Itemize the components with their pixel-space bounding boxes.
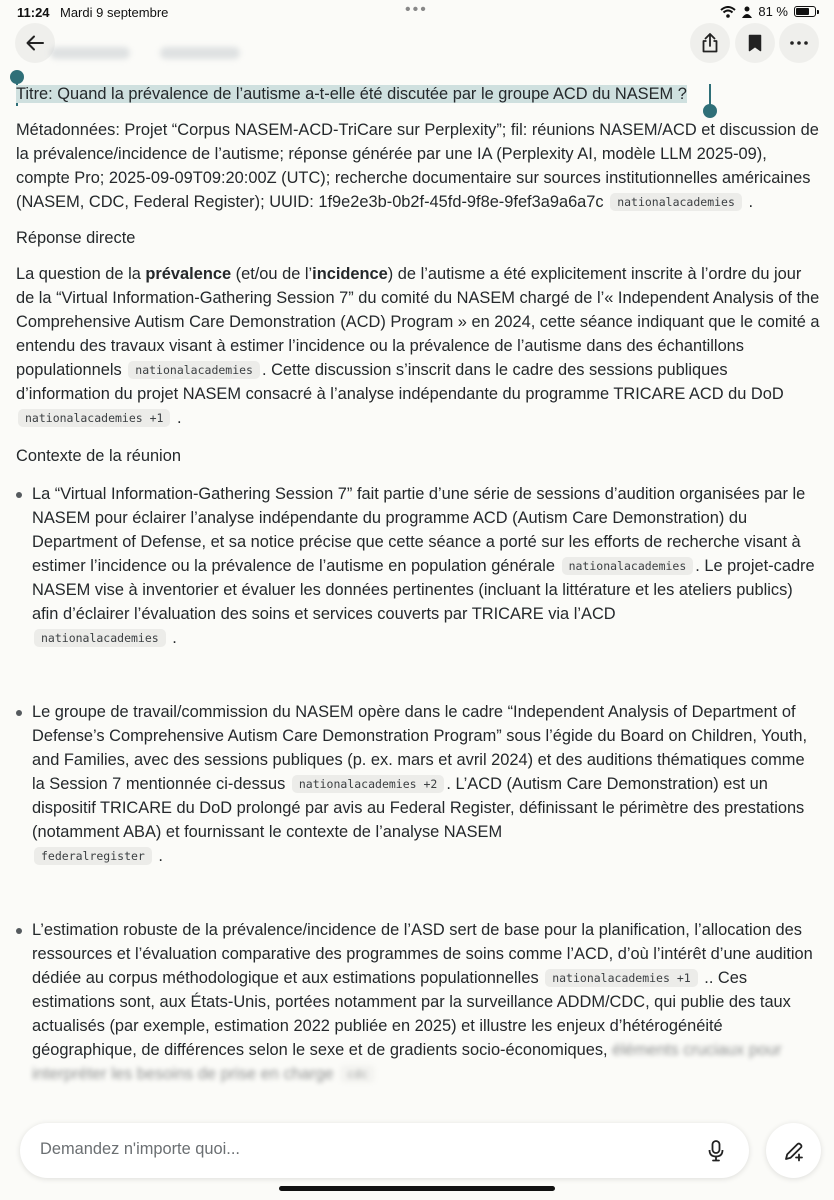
citation-chip[interactable]: nationalacademies +2 bbox=[292, 775, 444, 793]
citation-chip[interactable]: nationalacademies +1 bbox=[18, 409, 170, 427]
microphone-button[interactable] bbox=[701, 1136, 731, 1166]
citation-chip[interactable]: federalregister bbox=[34, 847, 152, 865]
faded-text: éléments cruciaux pour interpréter les besoins de prise en charge cdc bbox=[32, 1041, 782, 1083]
compose-button[interactable] bbox=[766, 1123, 821, 1178]
battery-percent: 81 % bbox=[758, 4, 788, 19]
answer-content bbox=[16, 82, 820, 1086]
multitask-dots-icon[interactable]: ••• bbox=[405, 1, 428, 18]
metadata-text: Métadonnées: Projet “Corpus NASEM-ACD-TriCare sur Perplexity”; fil: réunions NASEM/ACD et discussion de la prévalence/incidence de l’autisme; réponse générée par une IA (Perplexity AI, modèle LLM 2025-09), compte Pro; 2025-09-09T09:20:00Z (UTC); recherche documentaire sur sources institutionnelles américaines (NASEM, CDC, Federal Register); UUID: 1f9e2e3b-0b2f-45fd-9f8e-9fef3a9a6a7c bbox=[16, 121, 819, 211]
selected-title-text[interactable]: Titre: Quand la prévalence de l’autisme a-t-elle été discutée par le groupe ACD du NASEM ? bbox=[16, 85, 687, 103]
share-button[interactable] bbox=[690, 23, 730, 63]
citation-chip[interactable]: nationalacademies +1 bbox=[545, 969, 697, 987]
more-button[interactable] bbox=[779, 23, 819, 63]
direct-answer-paragraph: La question de la prévalence (et/ou de l’incidence) de l’autisme a été explicitement inscrite à l’ordre du jour de la “Virtual Information-Gathering Session 7” du comité du NASEM chargé de l’« Independent Analysis of the Comprehensive Autism Care Demonstration (ACD) Program » en 2024, cette séance indiquant que le comité a entendu des travaux visant à estimer l’incidence ou la prévalence de l’autisme dans des échantillons populationnels nationalacademies . Cette discussion s’inscrit dans le cadre des sessions publiques d’information du projet NASEM consacré à l’analyse indépendante du programme TRICARE ACD du DoD nationalacademies +1 . bbox=[16, 265, 820, 427]
citation-chip[interactable]: cdc bbox=[340, 1065, 375, 1083]
ellipsis-icon bbox=[790, 41, 808, 45]
citation-chip[interactable]: nationalacademies bbox=[562, 557, 694, 575]
list-item: L’estimation robuste de la prévalence/incidence de l’ASD sert de base pour la planification, l’allocation des ressources et l’évaluation comparative des programmes de soins comme l’ACD, d’où l’intérêt d’une audition dédiée au corpus méthodologique et aux estimations populationnelles nationalacademies +1 .. Ces estimations sont, aux États-Unis, portées notamment par la surveillance ADDM/CDC, qui publie des taux actualisés (par exemple, estimation 2022 publiée en 2025) et illustre les enjeux d’hétérogénéité géographique, de différences selon le sexe et de gradients socio-économiques, éléments cruciaux pour interpréter les besoins de prise en charge cdc bbox=[16, 918, 820, 1086]
citation-chip[interactable]: nationalacademies bbox=[34, 629, 166, 647]
status-time: 11:24 bbox=[17, 5, 50, 20]
battery-icon bbox=[794, 6, 816, 17]
wifi-icon bbox=[720, 6, 736, 18]
metadata-paragraph: Métadonnées: Projet “Corpus NASEM-ACD-TriCare sur Perplexity”; fil: réunions NASEM/ACD et discussion de la prévalence/incidence de l’autisme; réponse générée par une IA (Perplexity AI, modèle LLM 2025-09), compte Pro; 2025-09-09T09:20:00Z (UTC); recherche documentaire sur sources institutionnelles américaines (NASEM, CDC, Federal Register); UUID: 1f9e2e3b-0b2f-45fd-9f8e-9fef3a9a6a7c nationalacademies . bbox=[16, 121, 819, 211]
bookmark-button[interactable] bbox=[735, 23, 775, 63]
list-item: La “Virtual Information-Gathering Session 7” fait partie d’une série de sessions d’audition organisées par le NASEM pour éclairer l’analyse indépendante du programme ACD (Autism Care Demonstration) du Department of Defense, et sa notice précise que cette séance a porté sur les efforts de recherche visant à estimer l’incidence ou la prévalence de l’autisme en population générale nationalacademies . Le projet-cadre NASEM vise à inventorier et évaluer les données pertinentes (incluant la littérature et les ateliers publics) afin d’éclairer l’évaluation des soins et services couverts par TRICARE via l’ACD nationalacademies . bbox=[16, 482, 820, 650]
context-heading: Contexte de la réunion bbox=[16, 447, 181, 465]
status-date: Mardi 9 septembre bbox=[60, 5, 169, 20]
bookmark-icon bbox=[748, 34, 762, 52]
page-title[interactable] bbox=[16, 82, 820, 106]
citation-chip[interactable]: nationalacademies bbox=[128, 361, 260, 379]
person-icon bbox=[742, 6, 752, 18]
ask-input[interactable] bbox=[38, 1139, 642, 1160]
context-list bbox=[16, 482, 820, 1086]
home-indicator[interactable] bbox=[279, 1186, 555, 1191]
direct-answer-heading: Réponse directe bbox=[16, 229, 136, 247]
blurred-breadcrumb bbox=[50, 47, 240, 63]
citation-chip[interactable]: nationalacademies bbox=[610, 193, 742, 211]
back-button[interactable] bbox=[15, 23, 55, 63]
battery-fill bbox=[796, 8, 809, 15]
list-item: Le groupe de travail/commission du NASEM opère dans le cadre “Independent Analysis of Department of Defense’s Comprehensive Autism Care Demonstration Program” sous l’égide du Board on Children, Youth, and Families, avec des sessions publiques (p. ex. mars et avril 2024) et des auditions thématiques comme la Session 7 mentionnée ci-dessus nationalacademies +2 . L’ACD (Autism Care Demonstration) est un dispositif TRICARE du DoD prolongé par avis au Federal Register, définissant le périmètre des prestations (notamment ABA) et fournissant le contexte de l’analyse NASEM federalregister . bbox=[16, 700, 820, 868]
share-icon bbox=[701, 33, 719, 53]
arrow-left-icon bbox=[26, 35, 44, 51]
compose-icon bbox=[783, 1140, 805, 1162]
ask-input-bar[interactable] bbox=[20, 1123, 749, 1178]
microphone-icon bbox=[708, 1140, 724, 1162]
